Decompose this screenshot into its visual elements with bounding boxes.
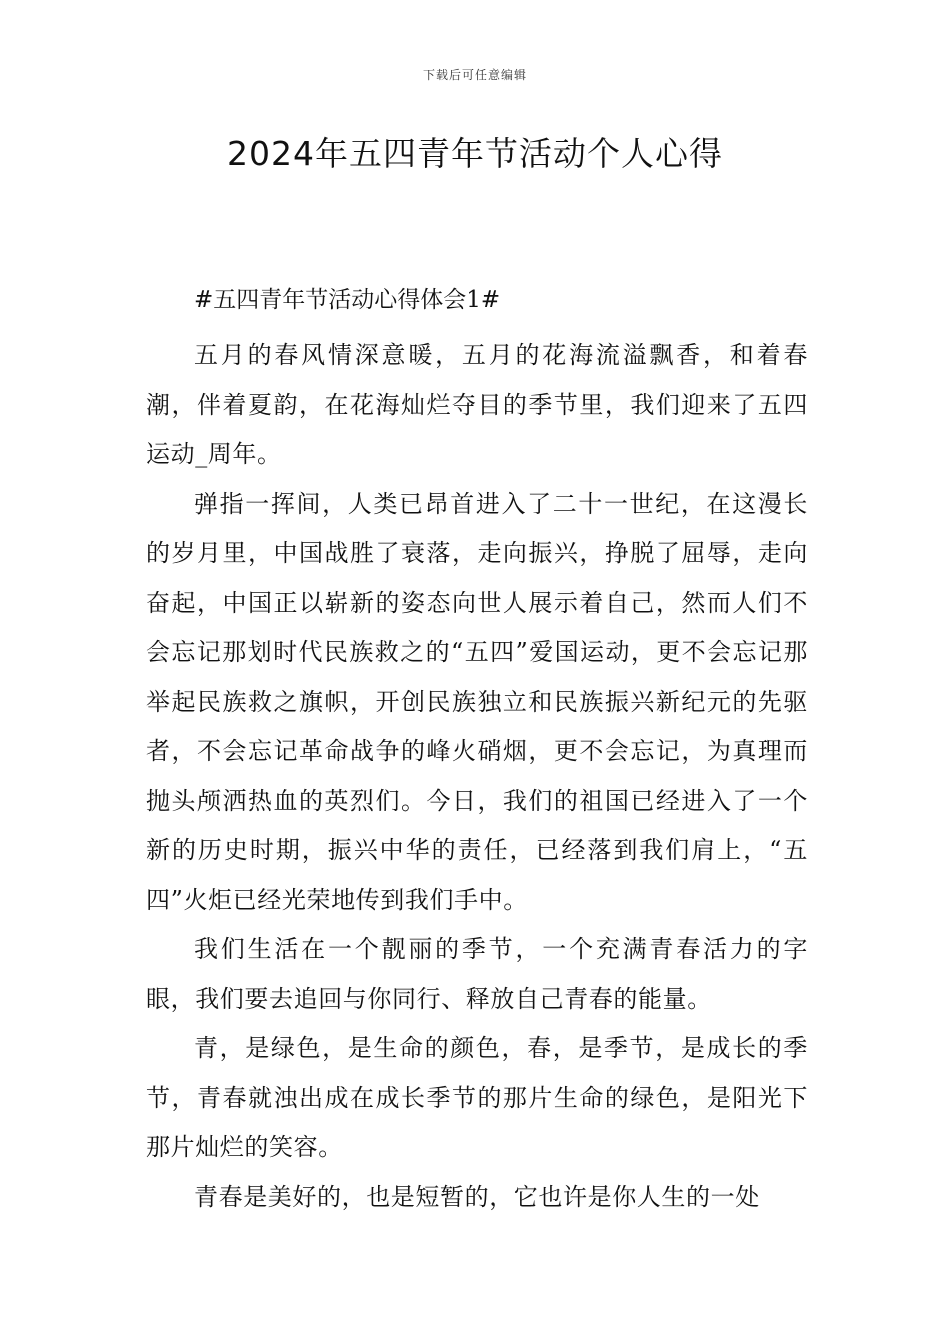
paragraph-5: 青春是美好的，也是短暂的，它也许是你人生的一处 (194, 1182, 760, 1211)
section-heading: #五四青年节活动心得体会1# (194, 287, 501, 313)
page-title: 2024年五四青年节活动个人心得 (227, 134, 723, 173)
paragraph-3: 我们生活在一个靓丽的季节，一个充满青春活力的字眼，我们要去追回与你同行、释放自己青春的能量。 (146, 935, 808, 1013)
document-body (146, 282, 808, 1222)
paragraph-2: 弹指一挥间，人类已昂首进入了二十一世纪，在这漫长的岁月里，中国战胜了衰落，走向振兴，挣脱了屈辱，走向奋起，中国正以崭新的姿态向世人展示着自己，然而人们不会忘记那划时代民族救之的“五四”爱国运动，更不会忘记那举起民族救之旗帜，开创民族独立和民族振兴新纪元的先驱者，不会忘记革命战争的峰火硝烟，更不会忘记，为真理而抛头颅洒热血的英烈们。今日，我们的祖国已经进入了一个新的历史时期，振兴中华的责任，已经落到我们肩上，“五四”火炬已经光荣地传到我们手中。 (146, 489, 808, 914)
header-note: 下载后可任意编辑 (422, 68, 527, 82)
paragraph-1: 五月的春风情深意暖，五月的花海流溢飘香，和着春潮，伴着夏韵，在花海灿烂夺目的季节里，我们迎来了五四运动_周年。 (146, 341, 808, 468)
paragraph-4: 青，是绿色，是生命的颜色，春，是季节，是成长的季节，青春就浊出成在成长季节的那片生命的绿色，是阳光下那片灿烂的笑容。 (146, 1034, 808, 1161)
